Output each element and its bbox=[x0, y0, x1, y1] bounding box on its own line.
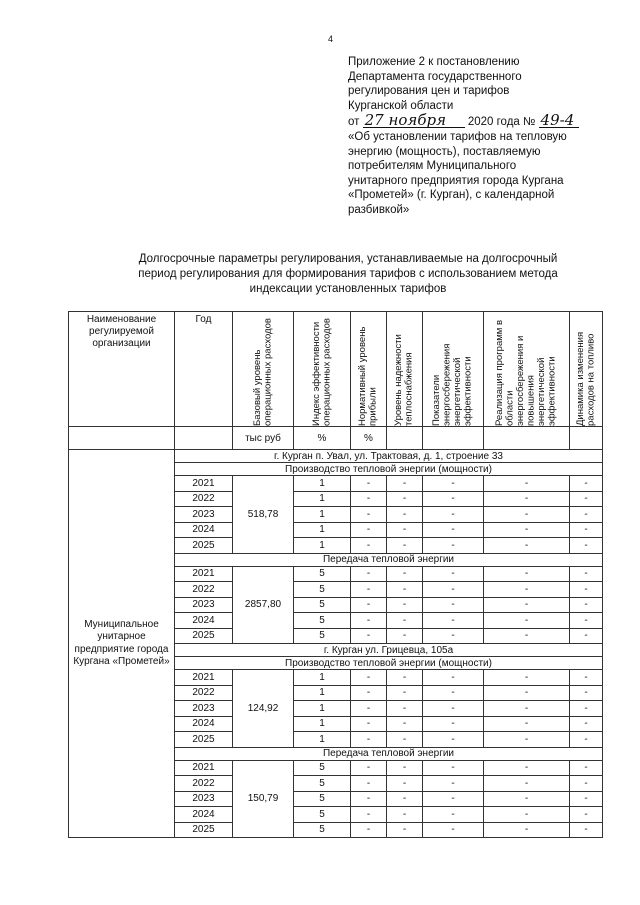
program-cell: - bbox=[484, 685, 570, 701]
base-opex-cell: 150,79 bbox=[233, 760, 294, 838]
handwritten-date: 27 ноября bbox=[363, 113, 465, 128]
header-fuel-label: Динамика изменения расходов на топливо bbox=[574, 331, 596, 426]
energy-cell: - bbox=[423, 522, 484, 538]
appendix-line: Департамента государственного bbox=[348, 70, 522, 83]
profit-cell: - bbox=[351, 670, 387, 686]
energy-cell: - bbox=[423, 566, 484, 582]
program-cell: - bbox=[484, 776, 570, 792]
program-cell: - bbox=[484, 791, 570, 807]
from-prefix: от bbox=[348, 116, 360, 129]
site-address: г. Курган п. Увал, ул. Трактовая, д. 1, строение 33 bbox=[175, 450, 603, 463]
efficiency-index-cell: 5 bbox=[294, 807, 351, 823]
fuel-cell: - bbox=[570, 670, 603, 686]
year-text: 2020 года № bbox=[467, 116, 536, 129]
fuel-cell: - bbox=[570, 476, 603, 492]
reliability-cell: - bbox=[387, 566, 423, 582]
program-cell: - bbox=[484, 628, 570, 644]
fuel-cell: - bbox=[570, 822, 603, 838]
year-cell: 2024 bbox=[175, 716, 233, 732]
efficiency-index-cell: 5 bbox=[294, 628, 351, 644]
fuel-cell: - bbox=[570, 732, 603, 748]
appendix-header bbox=[348, 55, 618, 218]
energy-cell: - bbox=[423, 670, 484, 686]
energy-cell: - bbox=[423, 776, 484, 792]
energy-cell: - bbox=[423, 716, 484, 732]
year-cell: 2024 bbox=[175, 522, 233, 538]
appendix-line: регулирования цен и тарифов bbox=[348, 85, 510, 98]
year-cell: 2022 bbox=[175, 685, 233, 701]
service-name: Производство тепловой энергии (мощности) bbox=[175, 657, 603, 670]
unit-cell bbox=[387, 427, 423, 450]
fuel-cell: - bbox=[570, 597, 603, 613]
program-cell: - bbox=[484, 613, 570, 629]
efficiency-index-cell: 5 bbox=[294, 582, 351, 598]
profit-cell: - bbox=[351, 628, 387, 644]
reliability-cell: - bbox=[387, 760, 423, 776]
header-energy-label: Показатели энергосбережения энергетической эффективности bbox=[431, 343, 474, 426]
year-cell: 2022 bbox=[175, 582, 233, 598]
year-cell: 2025 bbox=[175, 732, 233, 748]
fuel-cell: - bbox=[570, 566, 603, 582]
title-line: период регулирования для формирования тарифов с использованием метода bbox=[138, 268, 558, 280]
energy-cell: - bbox=[423, 822, 484, 838]
profit-cell: - bbox=[351, 613, 387, 629]
header-program-label: Реализация программ в области энергосбережения и повышения энергетической эффективности bbox=[494, 319, 558, 426]
appendix-line: «Об установлении тарифов на тепловую bbox=[348, 130, 567, 143]
reliability-cell: - bbox=[387, 716, 423, 732]
document-title bbox=[88, 252, 608, 297]
year-cell: 2022 bbox=[175, 776, 233, 792]
year-cell: 2025 bbox=[175, 628, 233, 644]
header-base bbox=[233, 312, 294, 427]
unit-cell bbox=[570, 427, 603, 450]
year-cell: 2024 bbox=[175, 613, 233, 629]
efficiency-index-cell: 1 bbox=[294, 685, 351, 701]
year-cell: 2023 bbox=[175, 701, 233, 717]
profit-cell: - bbox=[351, 507, 387, 523]
year-cell: 2021 bbox=[175, 670, 233, 686]
reliability-cell: - bbox=[387, 776, 423, 792]
fuel-cell: - bbox=[570, 582, 603, 598]
program-cell: - bbox=[484, 566, 570, 582]
efficiency-index-cell: 1 bbox=[294, 701, 351, 717]
fuel-cell: - bbox=[570, 522, 603, 538]
header-org: Наименование регулируемой организации bbox=[69, 312, 175, 427]
profit-cell: - bbox=[351, 760, 387, 776]
unit-cell bbox=[484, 427, 570, 450]
profit-cell: - bbox=[351, 491, 387, 507]
fuel-cell: - bbox=[570, 628, 603, 644]
efficiency-index-cell: 1 bbox=[294, 732, 351, 748]
energy-cell: - bbox=[423, 597, 484, 613]
efficiency-index-cell: 5 bbox=[294, 822, 351, 838]
energy-cell: - bbox=[423, 807, 484, 823]
efficiency-index-cell: 1 bbox=[294, 476, 351, 492]
header-fuel bbox=[570, 312, 603, 427]
program-cell: - bbox=[484, 732, 570, 748]
energy-cell: - bbox=[423, 628, 484, 644]
year-cell: 2023 bbox=[175, 597, 233, 613]
header-base-label: Базовый уровень операционных расходов bbox=[251, 317, 273, 426]
reliability-cell: - bbox=[387, 807, 423, 823]
reliability-cell: - bbox=[387, 597, 423, 613]
efficiency-index-cell: 1 bbox=[294, 522, 351, 538]
efficiency-index-cell: 5 bbox=[294, 776, 351, 792]
profit-cell: - bbox=[351, 776, 387, 792]
efficiency-index-cell: 5 bbox=[294, 566, 351, 582]
efficiency-index-cell: 5 bbox=[294, 760, 351, 776]
program-cell: - bbox=[484, 597, 570, 613]
energy-cell: - bbox=[423, 538, 484, 554]
year-cell: 2025 bbox=[175, 822, 233, 838]
year-cell: 2021 bbox=[175, 476, 233, 492]
program-cell: - bbox=[484, 507, 570, 523]
profit-cell: - bbox=[351, 732, 387, 748]
efficiency-index-cell: 1 bbox=[294, 716, 351, 732]
year-cell: 2023 bbox=[175, 507, 233, 523]
reliability-cell: - bbox=[387, 732, 423, 748]
energy-cell: - bbox=[423, 791, 484, 807]
site-address-row bbox=[69, 450, 603, 463]
energy-cell: - bbox=[423, 507, 484, 523]
reliability-cell: - bbox=[387, 582, 423, 598]
organization-name: Муниципальное унитарное предприятие города Кургана «Прометей» bbox=[69, 450, 175, 838]
appendix-line: Приложение 2 к постановлению bbox=[348, 56, 520, 68]
energy-cell: - bbox=[423, 732, 484, 748]
energy-cell: - bbox=[423, 685, 484, 701]
profit-cell: - bbox=[351, 597, 387, 613]
program-cell: - bbox=[484, 760, 570, 776]
efficiency-index-cell: 5 bbox=[294, 597, 351, 613]
header-year: Год bbox=[175, 312, 233, 427]
program-cell: - bbox=[484, 701, 570, 717]
appendix-line: энергию (мощность), поставляемую bbox=[348, 145, 541, 158]
reliability-cell: - bbox=[387, 476, 423, 492]
units-row bbox=[69, 427, 603, 450]
reliability-cell: - bbox=[387, 491, 423, 507]
fuel-cell: - bbox=[570, 507, 603, 523]
fuel-cell: - bbox=[570, 776, 603, 792]
program-cell: - bbox=[484, 716, 570, 732]
year-cell: 2025 bbox=[175, 538, 233, 554]
profit-cell: - bbox=[351, 822, 387, 838]
program-cell: - bbox=[484, 476, 570, 492]
reliability-cell: - bbox=[387, 685, 423, 701]
reliability-cell: - bbox=[387, 522, 423, 538]
unit-index: % bbox=[294, 427, 351, 450]
year-cell: 2021 bbox=[175, 566, 233, 582]
efficiency-index-cell: 5 bbox=[294, 613, 351, 629]
efficiency-index-cell: 5 bbox=[294, 791, 351, 807]
header-index bbox=[294, 312, 351, 427]
base-opex-cell: 2857,80 bbox=[233, 566, 294, 644]
program-cell: - bbox=[484, 538, 570, 554]
profit-cell: - bbox=[351, 522, 387, 538]
profit-cell: - bbox=[351, 716, 387, 732]
profit-cell: - bbox=[351, 582, 387, 598]
unit-cell bbox=[175, 427, 233, 450]
reliability-cell: - bbox=[387, 670, 423, 686]
header-profit bbox=[351, 312, 387, 427]
energy-cell: - bbox=[423, 491, 484, 507]
page-number: 4 bbox=[328, 34, 334, 44]
header-profit-label: Нормативный уровень прибыли bbox=[357, 326, 379, 426]
appendix-line: разбивкой» bbox=[348, 203, 410, 216]
efficiency-index-cell: 1 bbox=[294, 670, 351, 686]
fuel-cell: - bbox=[570, 491, 603, 507]
reliability-cell: - bbox=[387, 822, 423, 838]
profit-cell: - bbox=[351, 476, 387, 492]
energy-cell: - bbox=[423, 701, 484, 717]
header-index-label: Индекс эффективности операционных расходов bbox=[310, 317, 332, 426]
energy-cell: - bbox=[423, 613, 484, 629]
program-cell: - bbox=[484, 522, 570, 538]
service-name: Производство тепловой энергии (мощности) bbox=[175, 463, 603, 476]
reliability-cell: - bbox=[387, 538, 423, 554]
efficiency-index-cell: 1 bbox=[294, 507, 351, 523]
header-reliability-label: Уровень надежности теплоснабжения bbox=[393, 333, 415, 426]
program-cell: - bbox=[484, 822, 570, 838]
service-name: Передача тепловой энергии bbox=[175, 553, 603, 566]
parameters-table bbox=[68, 311, 603, 838]
profit-cell: - bbox=[351, 538, 387, 554]
unit-base: тыс руб bbox=[233, 427, 294, 450]
reliability-cell: - bbox=[387, 791, 423, 807]
energy-cell: - bbox=[423, 760, 484, 776]
appendix-line: «Прометей» (г. Курган), с календарной bbox=[348, 189, 555, 202]
unit-cell bbox=[423, 427, 484, 450]
site-address: г. Курган ул. Грицевца, 105а bbox=[175, 644, 603, 657]
appendix-line: потребителям Муниципального bbox=[348, 160, 517, 173]
appendix-line: Курганской области bbox=[348, 99, 454, 112]
header-row bbox=[69, 312, 603, 427]
unit-profit: % bbox=[351, 427, 387, 450]
header-program bbox=[484, 312, 570, 427]
energy-cell: - bbox=[423, 476, 484, 492]
program-cell: - bbox=[484, 491, 570, 507]
reliability-cell: - bbox=[387, 613, 423, 629]
year-cell: 2021 bbox=[175, 760, 233, 776]
program-cell: - bbox=[484, 670, 570, 686]
fuel-cell: - bbox=[570, 807, 603, 823]
fuel-cell: - bbox=[570, 760, 603, 776]
fuel-cell: - bbox=[570, 538, 603, 554]
fuel-cell: - bbox=[570, 791, 603, 807]
handwritten-number: 49-4 bbox=[539, 113, 579, 128]
year-cell: 2023 bbox=[175, 791, 233, 807]
efficiency-index-cell: 1 bbox=[294, 538, 351, 554]
fuel-cell: - bbox=[570, 701, 603, 717]
reliability-cell: - bbox=[387, 507, 423, 523]
fuel-cell: - bbox=[570, 716, 603, 732]
efficiency-index-cell: 1 bbox=[294, 491, 351, 507]
profit-cell: - bbox=[351, 701, 387, 717]
base-opex-cell: 518,78 bbox=[233, 476, 294, 554]
appendix-date-line bbox=[348, 113, 618, 130]
fuel-cell: - bbox=[570, 685, 603, 701]
base-opex-cell: 124,92 bbox=[233, 670, 294, 748]
fuel-cell: - bbox=[570, 613, 603, 629]
title-line: Долгосрочные параметры регулирования, устанавливаемые на долгосрочный bbox=[138, 253, 558, 265]
reliability-cell: - bbox=[387, 701, 423, 717]
profit-cell: - bbox=[351, 685, 387, 701]
unit-cell bbox=[69, 427, 175, 450]
header-energy bbox=[423, 312, 484, 427]
title-line: индексации установленных тарифов bbox=[249, 283, 447, 295]
energy-cell: - bbox=[423, 582, 484, 598]
reliability-cell: - bbox=[387, 628, 423, 644]
profit-cell: - bbox=[351, 791, 387, 807]
year-cell: 2024 bbox=[175, 807, 233, 823]
header-reliability bbox=[387, 312, 423, 427]
profit-cell: - bbox=[351, 566, 387, 582]
service-name: Передача тепловой энергии bbox=[175, 747, 603, 760]
appendix-line: унитарного предприятия города Кургана bbox=[348, 174, 564, 187]
program-cell: - bbox=[484, 582, 570, 598]
profit-cell: - bbox=[351, 807, 387, 823]
program-cell: - bbox=[484, 807, 570, 823]
year-cell: 2022 bbox=[175, 491, 233, 507]
